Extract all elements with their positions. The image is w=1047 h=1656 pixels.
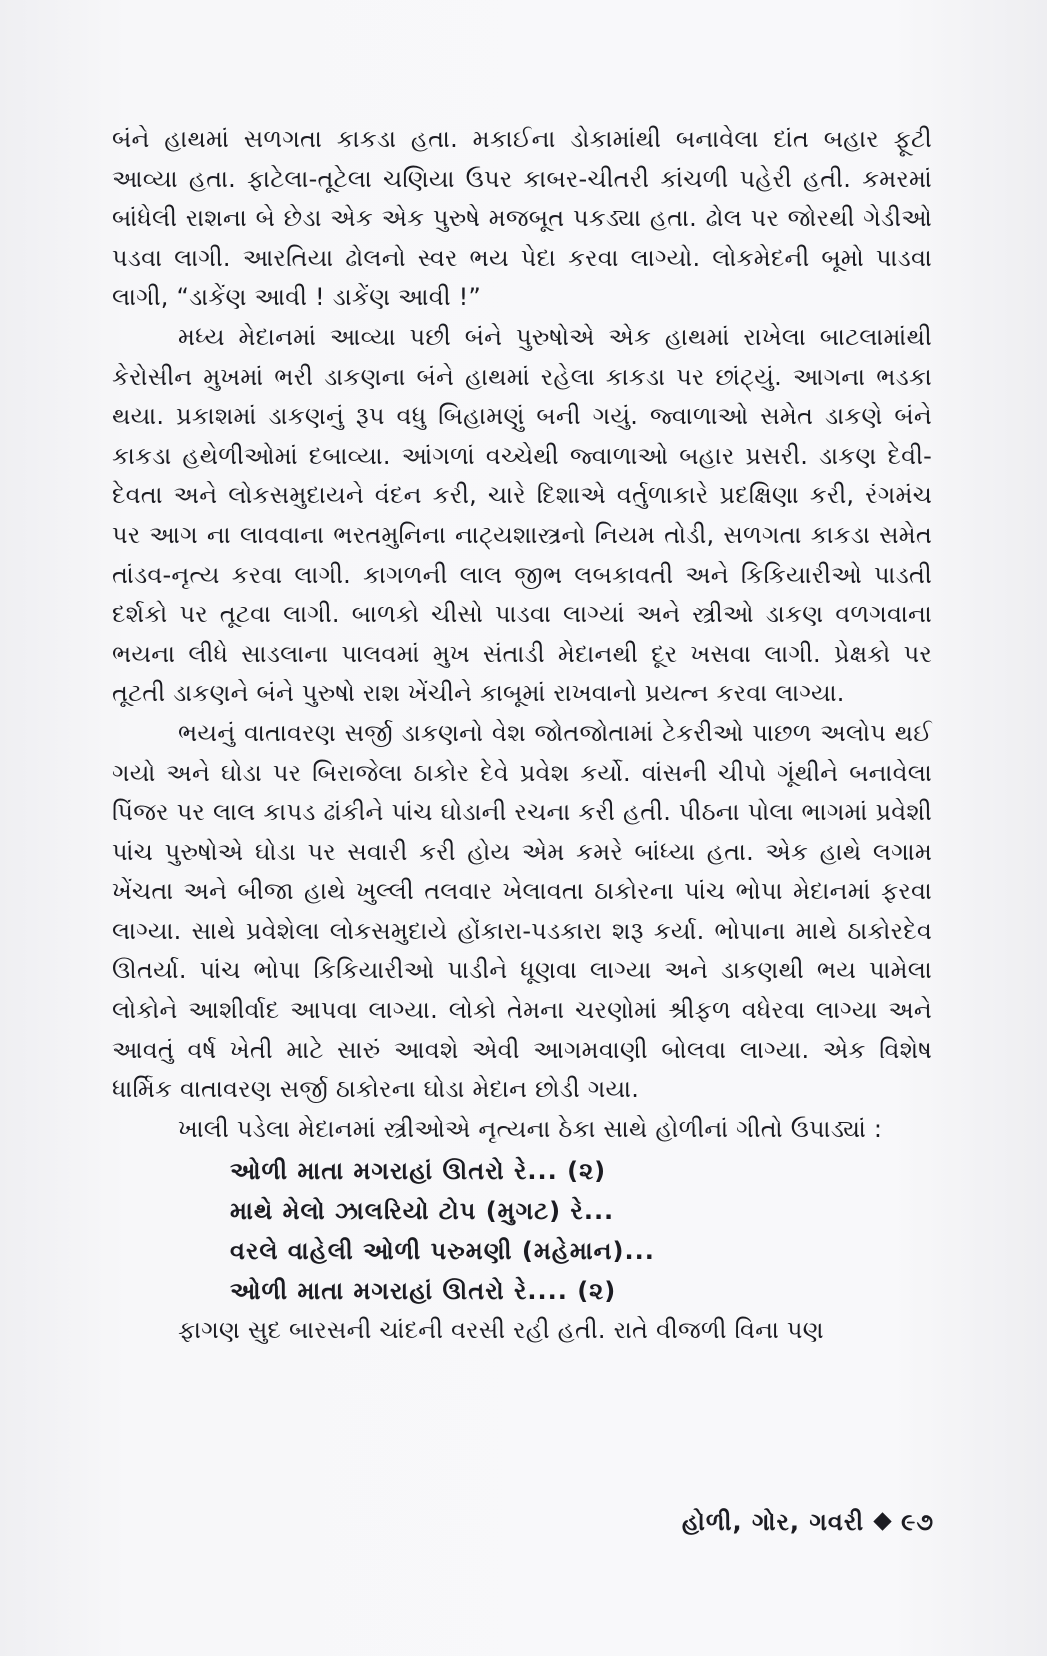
verse-line-2: માથે મેલો ઝાલરિયો ટોપ (મુગટ) રે... bbox=[230, 1197, 615, 1226]
paragraph-1: બંને હાથમાં સળગતા કાકડા હતા. મકાઈના ડોકામાંથી બનાવેલા દાંત બહાર ફૂટી આવ્યા હતા. ફાટેલા-તૂટેલા ચણિયા ઉપર કાબર-ચીતરી કાંચળી પહેરી હતી. કમરમાં બાંધેલી રાશના બે છેડા એક એક પુરુષે મજબૂત પકડ્યા હતા. ઢોલ પર જોરથી ગેડીઓ પડવા લાગી. આરતિયા ઢોલનો સ્વર ભય પેદા કરવા લાગ્યો. લોકમેદની બૂમો પાડવા લાગી, “ડાકેંણ આવી ! ડાકેંણ આવી !” bbox=[112, 125, 932, 312]
paragraph-4: ખાલી પડેલા મેદાનમાં સ્ત્રીઓએ નૃત્યના ઠેકા સાથે હોળીનાં ગીતો ઉપાડ્યાં : bbox=[178, 1114, 883, 1143]
verse-line-4: ઓળી માતા મગરાહાં ઊતરો રે.... (૨) bbox=[230, 1277, 617, 1306]
page-footer bbox=[682, 1508, 934, 1536]
footer-title: હોળી, ગોર, ગવરી bbox=[681, 1508, 865, 1536]
paragraph-2: મધ્ય મેદાનમાં આવ્યા પછી બંને પુરુષોએ એક હાથમાં રાખેલા બાટલામાંથી કેરોસીન મુખમાં ભરી ડાકણના બંને હાથમાં રહેલા કાકડા પર છાંટ્યું. આગના ભડકા થયા. પ્રકાશમાં ડાકણનું રૂપ વધુ બિહામણું બની ગયું. જ્વાળાઓ સમેત ડાકણે બંને કાકડા હથેળીઓમાં દબાવ્યા. આંગળાં વચ્ચેથી જ્વાળાઓ બહાર પ્રસરી. ડાકણ દેવી-દેવતા અને લોકસમુદાયને વંદન કરી, ચારે દિશાએ વર્તુળાકારે પ્રદક્ષિણા કરી, રંગમંચ પર આગ ના લાવવાના ભરતમુનિના નાટ્યશાસ્ત્રનો નિયમ તોડી, સળગતા કાકડા સમેત તાંડવ-નૃત્ય કરવા લાગી. કાગળની લાલ જીભ લબકાવતી અને કિકિયારીઓ પાડતી દર્શકો પર તૂટવા લાગી. બાળકો ચીસો પાડવા લાગ્યાં અને સ્ત્રીઓ ડાકણ વળગવાના ભયના લીધે સાડલાના પાલવમાં મુખ સંતાડી મેદાનથી દૂર ખસવા લાગી. પ્રેક્ષકો પર તૂટતી ડાકણને બંને પુરુષો રાશ ખેંચીને કાબૂમાં રાખવાનો પ્રયત્ન કરવા લાગ્યા. bbox=[112, 322, 932, 708]
verse-line-1: ઓળી માતા મગરાહાં ઊતરો રે... (૨) bbox=[230, 1157, 607, 1186]
song-verse bbox=[112, 1151, 932, 1311]
paragraph-3: ભયનું વાતાવરણ સર્જી ડાકણનો વેશ જોતજોતામાં ટેકરીઓ પાછળ અલોપ થઈ ગયો અને ઘોડા પર બિરાજેલા ઠાકોર દેવે પ્રવેશ કર્યો. વાંસની ચીપો ગૂંથીને બનાવેલા પિંજર પર લાલ કાપડ ઢાંકીને પાંચ ઘોડાની રચના કરી હતી. પીઠના પોલા ભાગમાં પ્રવેશી પાંચ પુરુષોએ ઘોડા પર સવારી કરી હોય એમ કમરે બાંધ્યા હતા. એક હાથે લગામ ખેંચતા અને બીજા હાથે ખુલ્લી તલવાર ખેલાવતા ઠાકોરના પાંચ ભોપા મેદાનમાં ફરવા લાગ્યા. સાથે પ્રવેશેલા લોકસમુદાયે હોંકારા-પડકારા શરૂ કર્યા. ભોપાના માથે ઠાકોરદેવ ઊતર્યા. પાંચ ભોપા કિકિયારીઓ પાડીને ધૂણવા લાગ્યા અને ડાકણથી ભય પામેલા લોકોને આશીર્વાદ આપવા લાગ્યા. લોકો તેમના ચરણોમાં શ્રીફળ વધેરવા લાગ્યા અને આવતું વર્ષ ખેતી માટે સારું આવશે એવી આગમવાણી બોલવા લાગ્યા. એક વિશેષ ધાર્મિક વાતાવરણ સર્જી ઠાકોરના ઘોડા મેદાન છોડી ગયા. bbox=[112, 718, 932, 1104]
verse-line-3: વરલે વાહેલી ઓળી પરુમણી (મહેમાન)... bbox=[230, 1237, 655, 1266]
body-text bbox=[112, 120, 932, 1351]
diamond-separator-icon bbox=[873, 1512, 891, 1530]
page-number: ૯૭ bbox=[901, 1508, 934, 1536]
closing-paragraph: ફાગણ સુદ બારસની ચાંદની વરસી રહી હતી. રાતે વીજળી વિના પણ bbox=[178, 1316, 824, 1345]
